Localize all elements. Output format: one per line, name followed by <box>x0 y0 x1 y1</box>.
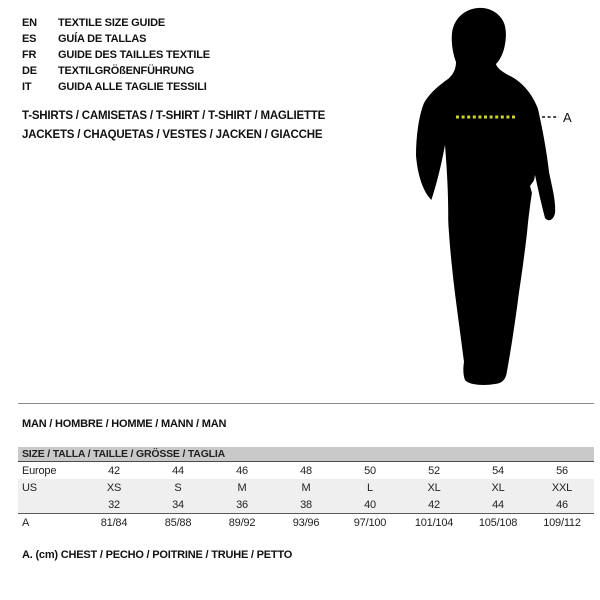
size-table-row <box>18 513 594 531</box>
language-label: GUÍA DE TALLAS <box>58 33 147 45</box>
size-value-cell: 42 <box>428 498 440 511</box>
size-value-cell: 97/100 <box>353 516 387 529</box>
size-value-cell: 46 <box>556 498 568 511</box>
language-row <box>22 15 210 31</box>
size-value-cell: 36 <box>236 498 248 511</box>
language-row <box>22 31 210 47</box>
size-value-cell: 38 <box>300 498 312 511</box>
category-tshirts: T-SHIRTS / CAMISETAS / T-SHIRT / T-SHIRT / MAGLIETTE <box>22 110 326 122</box>
size-table-rows <box>18 462 594 531</box>
size-value-cell: M <box>237 481 247 494</box>
size-row-label: US <box>22 481 37 494</box>
size-value-cell: M <box>301 481 311 494</box>
size-value-cell: 101/104 <box>414 516 454 529</box>
language-list <box>22 15 210 95</box>
size-value-cell: 48 <box>300 464 312 477</box>
size-value-cell: 34 <box>172 498 184 511</box>
size-value-cell: XL <box>491 481 505 494</box>
size-value-cell: 44 <box>492 498 504 511</box>
language-row <box>22 63 210 79</box>
size-value-cell: L <box>367 481 373 494</box>
man-silhouette-svg <box>405 5 580 395</box>
size-value-cell: 85/88 <box>164 516 192 529</box>
language-code: EN <box>22 17 37 29</box>
size-value-cell: 56 <box>556 464 568 477</box>
size-value-cell: 89/92 <box>228 516 256 529</box>
size-value-cell: 81/84 <box>100 516 128 529</box>
size-row-label: Europe <box>22 464 57 477</box>
size-value-cell: 40 <box>364 498 376 511</box>
size-value-cell: 32 <box>108 498 120 511</box>
category-lines <box>22 107 325 145</box>
measurement-footnote: A. (cm) CHEST / PECHO / POITRINE / TRUHE / PETTO <box>22 549 293 561</box>
language-label: TEXTILE SIZE GUIDE <box>58 17 166 29</box>
size-table-header: SIZE / TALLA / TAILLE / GRÖSSE / TAGLIA <box>18 447 594 462</box>
category-jackets: JACKETS / CHAQUETAS / VESTES / JACKEN / GIACCHE <box>22 129 323 141</box>
language-label: GUIDA ALLE TAGLIE TESSILI <box>58 81 207 93</box>
size-value-cell: 50 <box>364 464 376 477</box>
size-value-cell: 42 <box>108 464 120 477</box>
language-row <box>22 79 210 95</box>
size-value-cell: 109/112 <box>543 516 581 529</box>
language-label: TEXTILGRÖßENFÜHRUNG <box>58 65 195 77</box>
size-value-cell: 46 <box>236 464 248 477</box>
size-value-cell: XXL <box>551 481 573 494</box>
size-table <box>18 447 594 531</box>
size-value-cell: 44 <box>172 464 184 477</box>
size-table-row <box>18 496 594 513</box>
section-heading-man: MAN / HOMBRE / HOMME / MANN / MAN <box>22 418 227 430</box>
size-value-cell: 54 <box>492 464 504 477</box>
language-code: DE <box>22 65 37 77</box>
language-label: GUIDE DES TAILLES TEXTILE <box>58 49 210 61</box>
size-table-row <box>18 479 594 496</box>
measure-label-a: A <box>563 110 572 125</box>
size-table-row <box>18 462 594 479</box>
man-silhouette-figure <box>405 5 580 395</box>
size-value-cell: XS <box>106 481 122 494</box>
language-code: ES <box>22 33 37 45</box>
language-row <box>22 47 210 63</box>
size-value-cell: XL <box>427 481 441 494</box>
size-value-cell: S <box>174 481 182 494</box>
size-value-cell: 52 <box>428 464 440 477</box>
size-value-cell: 105/108 <box>478 516 518 529</box>
section-divider <box>18 403 594 404</box>
size-row-label: A <box>22 516 30 529</box>
language-code: IT <box>22 81 32 93</box>
size-value-cell: 93/96 <box>292 516 320 529</box>
language-code: FR <box>22 49 37 61</box>
